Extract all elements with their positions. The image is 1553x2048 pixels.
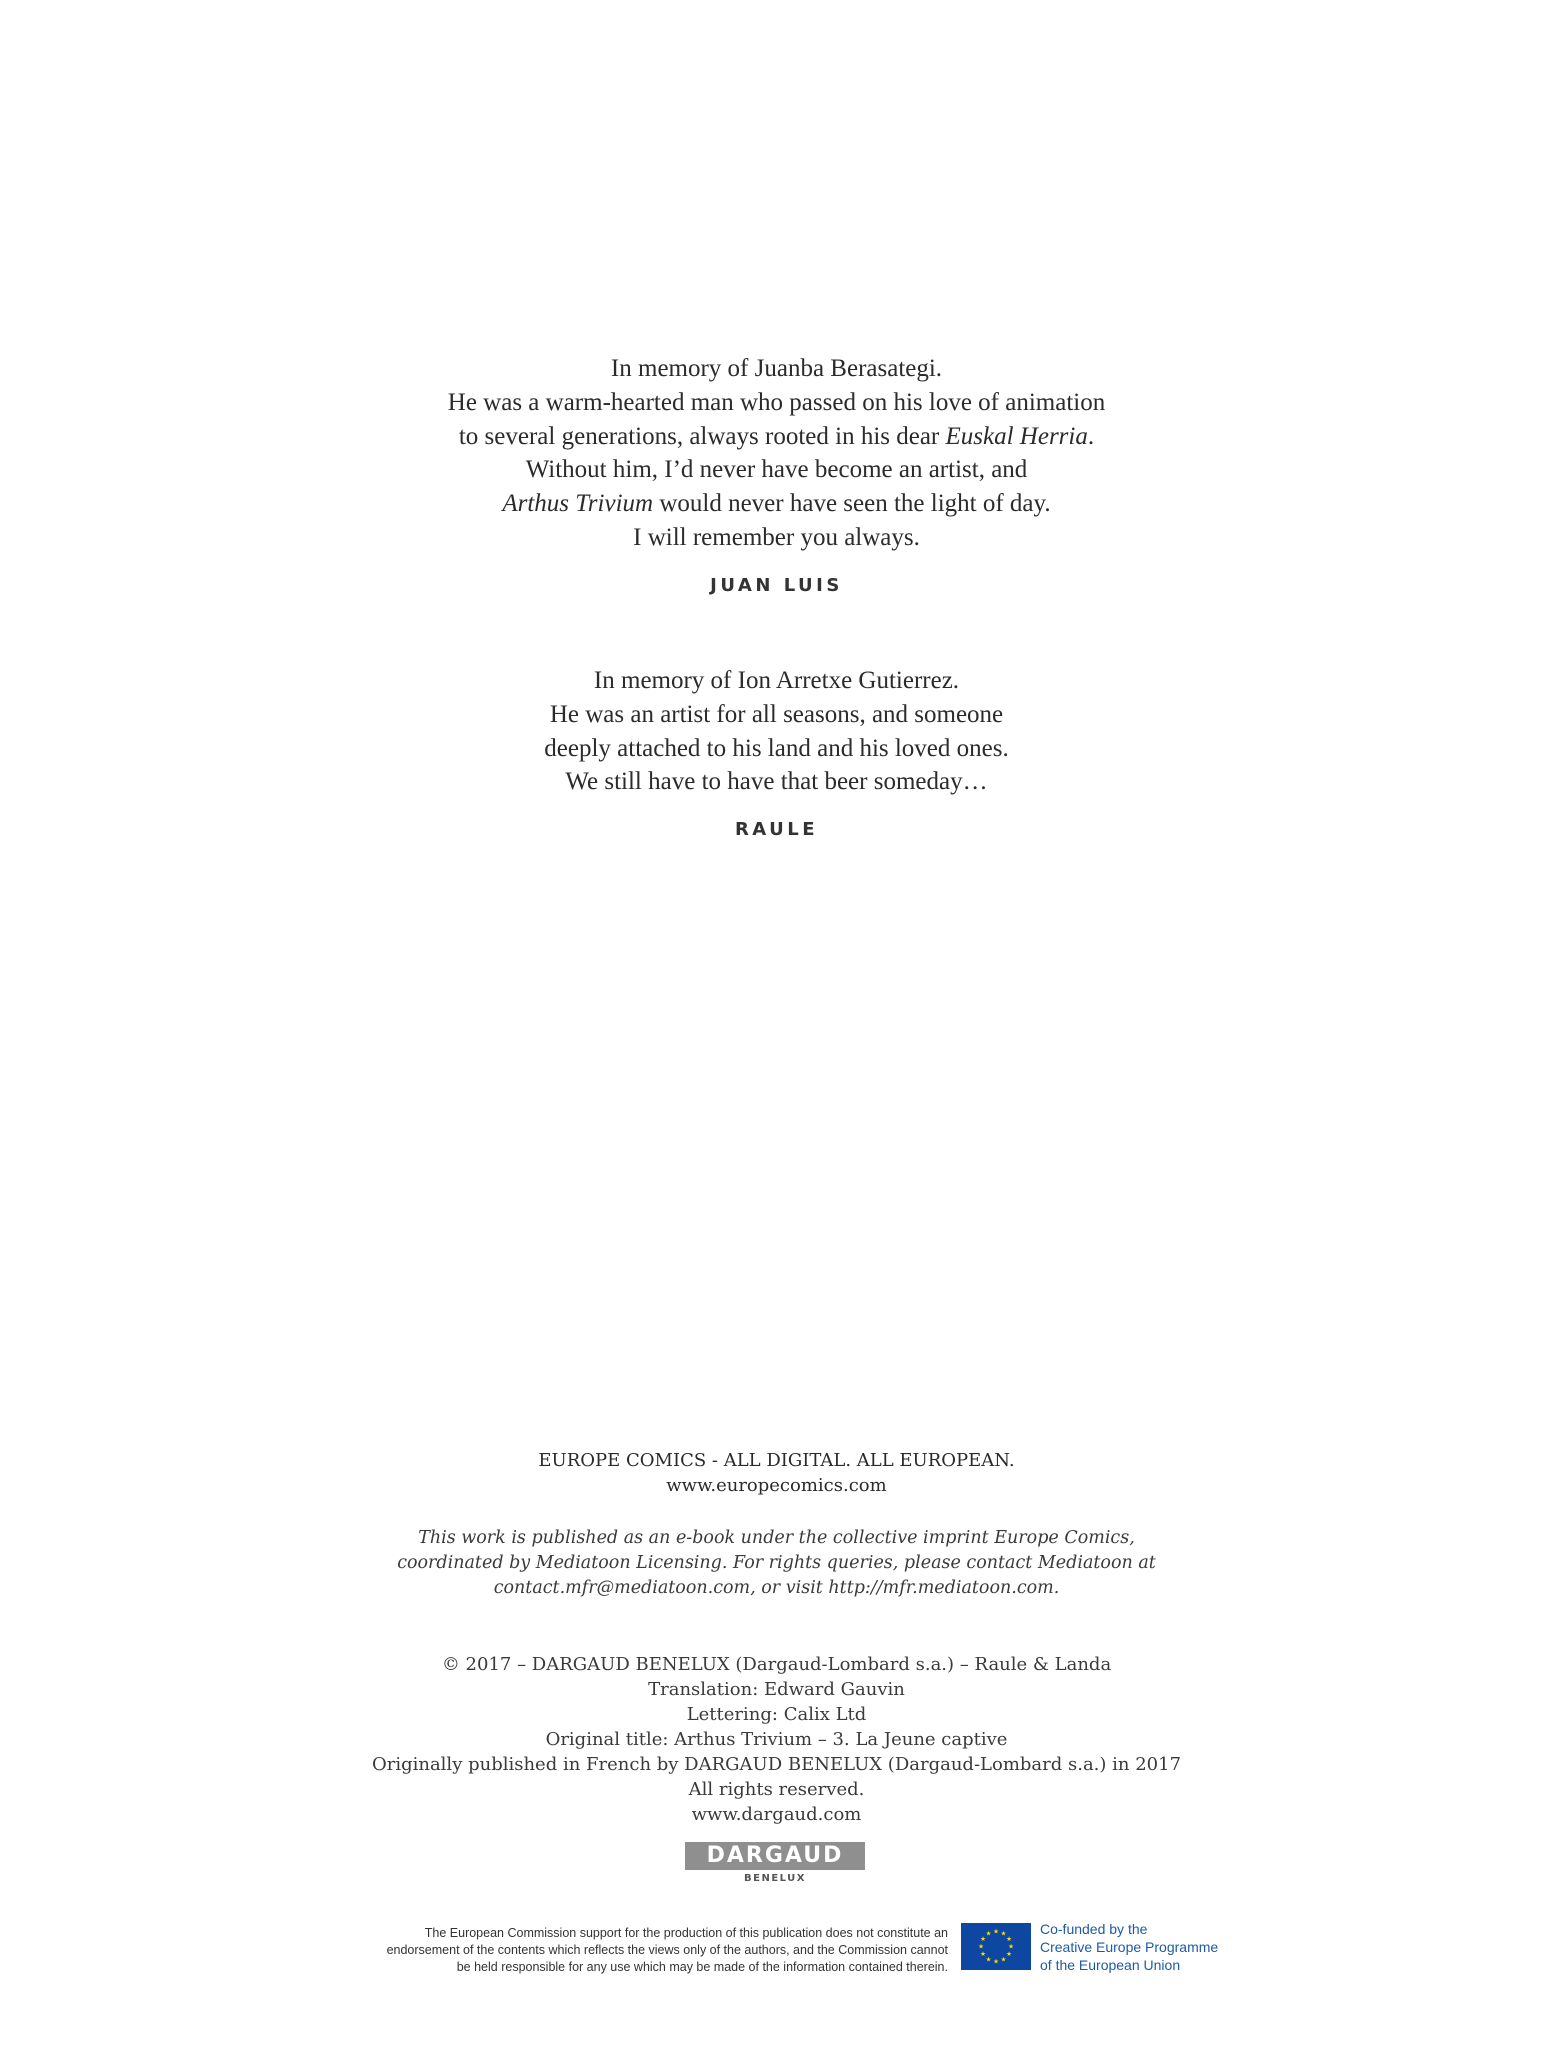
original-publication: Originally published in French by DARGAUD BENELUX (Dargaud-Lombard s.a.) in 2017 [371, 1754, 1182, 1775]
signature-raule: RAULE [734, 819, 819, 841]
emphasis-text: Arthus Trivium [502, 490, 654, 518]
dedication-line: In memory of Juanba Berasategi. [610, 355, 943, 382]
cofunded-line: Creative Europe Programme [1040, 1939, 1219, 1955]
eu-star-icon: ★ [980, 1950, 986, 1959]
dedication-ion [0, 664, 1553, 847]
dedication-line: He was a warm-hearted man who passed on his love of animation [447, 388, 1106, 416]
dargaud-logo-sub: BENELUX [744, 1873, 806, 1884]
eu-cofunded-text [1040, 1920, 1218, 1974]
eu-disclaimer [300, 1925, 948, 1976]
notice-line: contact.mfr@mediatoon.com, or visit http://mfr.mediatoon.com. [493, 1578, 1060, 1598]
dedication-line: We still have to have that beer someday… [565, 768, 988, 796]
eu-flag-stars [961, 1923, 1031, 1970]
dedication-line: Without him, I’d never have become an artist, and [525, 456, 1028, 484]
notice-line: coordinated by Mediatoon Licensing. For rights queries, please contact Mediatoon at [397, 1553, 1156, 1573]
eu-star-icon: ★ [1006, 1950, 1012, 1959]
dedication-line: He was an artist for all seasons, and someone [549, 700, 1004, 728]
dedication-juanba [0, 352, 1553, 603]
disclaimer-line: endorsement of the contents which reflects the views only of the authors, and the Commission cannot [386, 1943, 948, 1957]
eu-star-icon: ★ [993, 1957, 999, 1966]
dedication-line: I will remember you always. [633, 523, 920, 551]
disclaimer-line: The European Commission support for the production of this publication does not constitute an [424, 1926, 948, 1940]
eu-star-icon: ★ [993, 1927, 999, 1936]
translation-credit: Translation: Edward Gauvin [648, 1679, 905, 1700]
eu-star-icon: ★ [1000, 1955, 1007, 1964]
eu-star-icon: ★ [1008, 1942, 1014, 1951]
notice-line: This work is published as an e-book under the collective imprint Europe Comics, [418, 1528, 1135, 1548]
original-title: Original title: Arthus Trivium – 3. La Jeune captive [545, 1729, 1008, 1750]
europe-comics-url: www.europecomics.com [666, 1475, 887, 1496]
signature-juan-luis: JUAN LUIS [710, 574, 843, 596]
dargaud-logo-name: DARGAUD [685, 1842, 865, 1870]
dedication-line: to several generations, always rooted in his dear Euskal Herria. [458, 422, 1095, 450]
europe-comics-tagline: EUROPE COMICS - ALL DIGITAL. ALL EUROPEAN. [538, 1450, 1015, 1471]
eu-star-icon: ★ [1006, 1935, 1012, 1944]
europe-comics-header [0, 1448, 1553, 1498]
dargaud-url: www.dargaud.com [691, 1804, 862, 1825]
dedication-line: In memory of Ion Arretxe Gutierrez. [593, 667, 960, 694]
disclaimer-line: be held responsible for any use which may be made of the information contained therein. [456, 1960, 948, 1974]
cofunded-line: of the European Union [1040, 1957, 1181, 1973]
eu-star-icon: ★ [980, 1935, 986, 1944]
eu-star-icon: ★ [978, 1942, 984, 1951]
lettering-credit: Lettering: Calix Ltd [686, 1704, 867, 1725]
eu-star-icon: ★ [1000, 1929, 1007, 1938]
cofunded-line: Co-funded by the [1040, 1921, 1148, 1937]
emphasis-text: Euskal Herria [945, 422, 1088, 450]
credits-block [0, 1652, 1553, 1827]
eu-flag-icon [961, 1923, 1031, 1970]
copyright-line: © 2017 – DARGAUD BENELUX (Dargaud-Lombard s.a.) – Raule & Landa [441, 1654, 1112, 1675]
eu-star-icon: ★ [985, 1929, 992, 1938]
dargaud-logo [685, 1842, 865, 1890]
rights-reserved: All rights reserved. [688, 1779, 865, 1800]
publication-notice [0, 1526, 1553, 1601]
dedication-line: deeply attached to his land and his loved ones. [544, 734, 1009, 762]
dedication-line: Arthus Trivium would never have seen the light of day. [502, 490, 1051, 518]
eu-star-icon: ★ [985, 1955, 992, 1964]
